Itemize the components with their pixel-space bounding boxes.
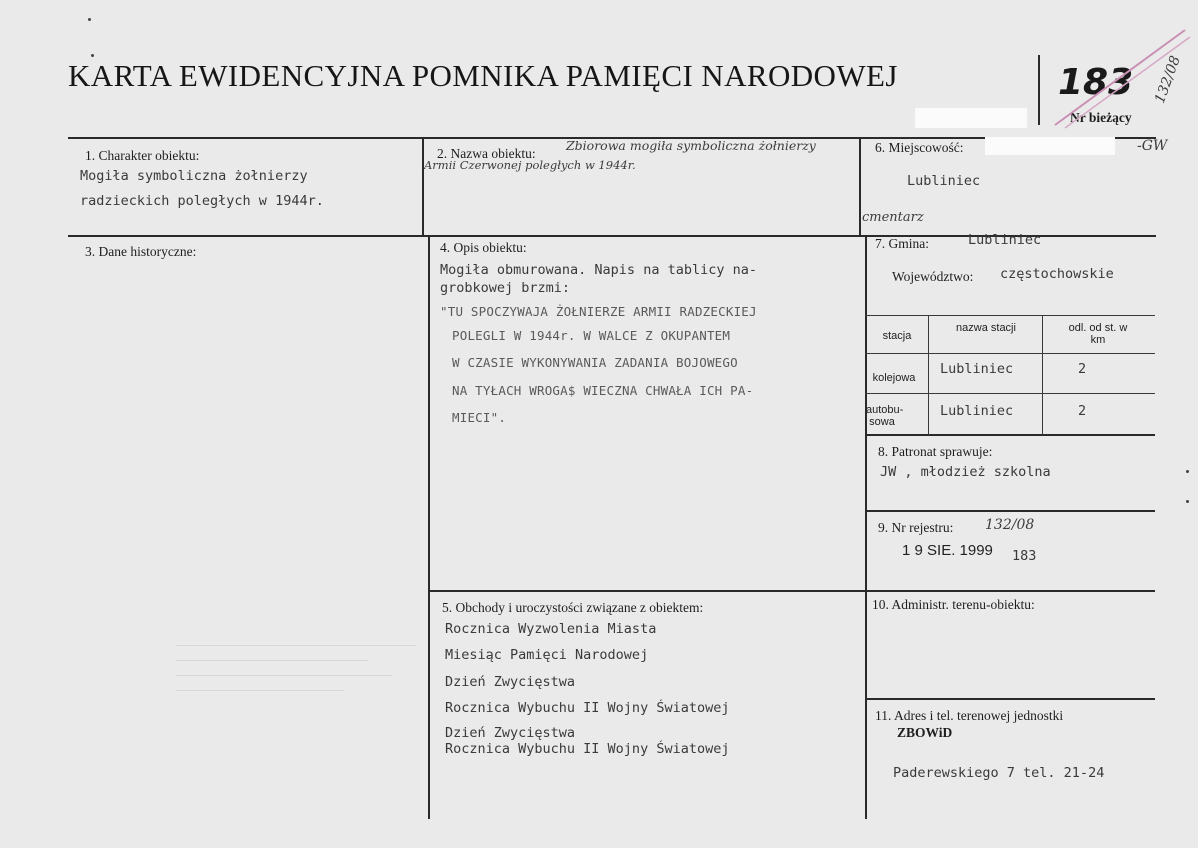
- faded-stamp-ghost: [176, 635, 416, 725]
- section4-line6: NA TYŁACH WROGA$ WIECZNA CHWAŁA ICH PA-: [452, 383, 754, 398]
- station-row1-km: 2: [1078, 361, 1087, 377]
- station-row1-type: kolejowa: [872, 372, 916, 384]
- station-row2-name: Lubliniec: [940, 403, 1014, 419]
- section5-line3: Dzień Zwycięstwa: [445, 674, 576, 690]
- section8-value: JW , młodzież szkolna: [880, 464, 1051, 480]
- section7-value: Lubliniec: [968, 232, 1042, 248]
- divider-4-7: [865, 237, 867, 819]
- section4-line7: MIECI".: [452, 410, 507, 425]
- stations-header-km: odl. od st. w km: [1068, 322, 1128, 346]
- section5-line5: Dzień Zwycięstwa: [445, 725, 576, 741]
- section9-label: 9. Nr rejestru:: [878, 520, 954, 535]
- section4-line5: W CZASIE WYKONYWANIA ZADANIA BOJOWEGO: [452, 355, 738, 370]
- section6-handwritten: cmentarz: [862, 210, 924, 225]
- section2-label: 2. Nazwa obiektu:: [437, 146, 536, 161]
- current-number-handwritten: 183: [1058, 62, 1134, 103]
- section5-line6: Rocznica Wybuchu II Wojny Światowej: [445, 741, 730, 757]
- stations-bottom-rule: [865, 434, 1155, 436]
- row-rule-8-9: [865, 510, 1155, 512]
- section2-handwritten-line2: Armii Czerwonej poległych w 1944r.: [424, 158, 636, 172]
- section5-label: 5. Obchody i uroczystości związane z obiektem:: [442, 600, 704, 615]
- section10-label: 10. Administr. terenu-obiektu:: [872, 597, 1035, 612]
- pink-strike-mark: [1045, 25, 1195, 135]
- punch-dot: [88, 18, 91, 21]
- row-rule-4-5: [428, 590, 865, 592]
- stations-header-name: nazwa stacji: [956, 322, 1016, 334]
- section3-label: 3. Dane historyczne:: [85, 244, 197, 259]
- station-row2-km: 2: [1078, 403, 1087, 419]
- card-title: KARTA EWIDENCYJNA POMNIKA PAMIĘCI NARODOWEJ: [68, 58, 898, 93]
- row-rule-10-11: [865, 698, 1155, 700]
- punch-dot: [1186, 470, 1189, 473]
- voivodeship-value: częstochowskie: [1000, 266, 1114, 282]
- divider-1-2: [422, 137, 424, 237]
- section11-label: 11. Adres i tel. terenowej jednostki: [875, 708, 1064, 723]
- section8-label: 8. Patronat sprawuje:: [878, 444, 993, 459]
- section2-handwritten-line1: Zbiorowa mogiła symboliczna żołnierzy: [566, 138, 816, 153]
- title-divider: [1038, 55, 1040, 125]
- section1-line1: Mogiła symboliczna żołnierzy: [80, 168, 308, 184]
- section11-address: Paderewskiego 7 tel. 21-24: [893, 765, 1105, 781]
- stations-top-rule: [865, 315, 1155, 316]
- punch-dot: [91, 54, 94, 57]
- section9-handwritten: 132/08: [985, 517, 1035, 533]
- divider-2-6: [859, 137, 861, 237]
- section4-line3: "TU SPOCZYWAJA ŻOŁNIERZE ARMII RADZECKIEJ: [440, 304, 757, 319]
- section5-line4: Rocznica Wybuchu II Wojny Światowej: [445, 700, 730, 716]
- row-rule-9-10: [865, 590, 1155, 592]
- stations-col1-rule: [928, 315, 929, 435]
- section4-line2: grobkowej brzmi:: [440, 280, 571, 296]
- stations-header-rule: [865, 353, 1155, 354]
- divider-3-4: [428, 237, 430, 819]
- whiteout-patch: [915, 108, 1027, 128]
- section9-stamp-date: 1 9 SIE. 1999: [902, 542, 993, 559]
- section6-value: Lubliniec: [907, 173, 981, 189]
- current-number-code: 132/08: [1152, 53, 1184, 106]
- section7-label: 7. Gmina:: [875, 236, 929, 251]
- punch-dot: [1186, 500, 1189, 503]
- stations-col2-rule: [1042, 315, 1043, 435]
- whiteout-patch-2: [985, 137, 1115, 155]
- section9-number: 183: [1012, 548, 1037, 564]
- section4-line4: POLEGLI W 1944r. W WALCE Z OKUPANTEM: [452, 328, 731, 343]
- section5-line2: Miesiąc Pamięci Narodowej: [445, 647, 649, 663]
- station-row2-type: autobu-sowa: [866, 404, 904, 428]
- section1-label: 1. Charakter obiektu:: [85, 148, 200, 163]
- stations-row1-rule: [865, 393, 1155, 394]
- station-row1-name: Lubliniec: [940, 361, 1014, 377]
- section4-label: 4. Opis obiektu:: [440, 240, 527, 255]
- section5-line1: Rocznica Wyzwolenia Miasta: [445, 621, 657, 637]
- section6-margin-note: -GW: [1137, 138, 1168, 154]
- section1-line2: radzieckich poległych w 1944r.: [80, 193, 324, 209]
- section4-line1: Mogiła obmurowana. Napis na tablicy na-: [440, 262, 757, 278]
- section6-label: 6. Miejscowość:: [875, 140, 964, 155]
- current-number-label: Nr bieżący: [1070, 110, 1132, 125]
- stations-header-type: stacja: [882, 330, 912, 342]
- section11-org: ZBOWiD: [897, 725, 953, 740]
- voivodeship-label: Województwo:: [892, 269, 974, 284]
